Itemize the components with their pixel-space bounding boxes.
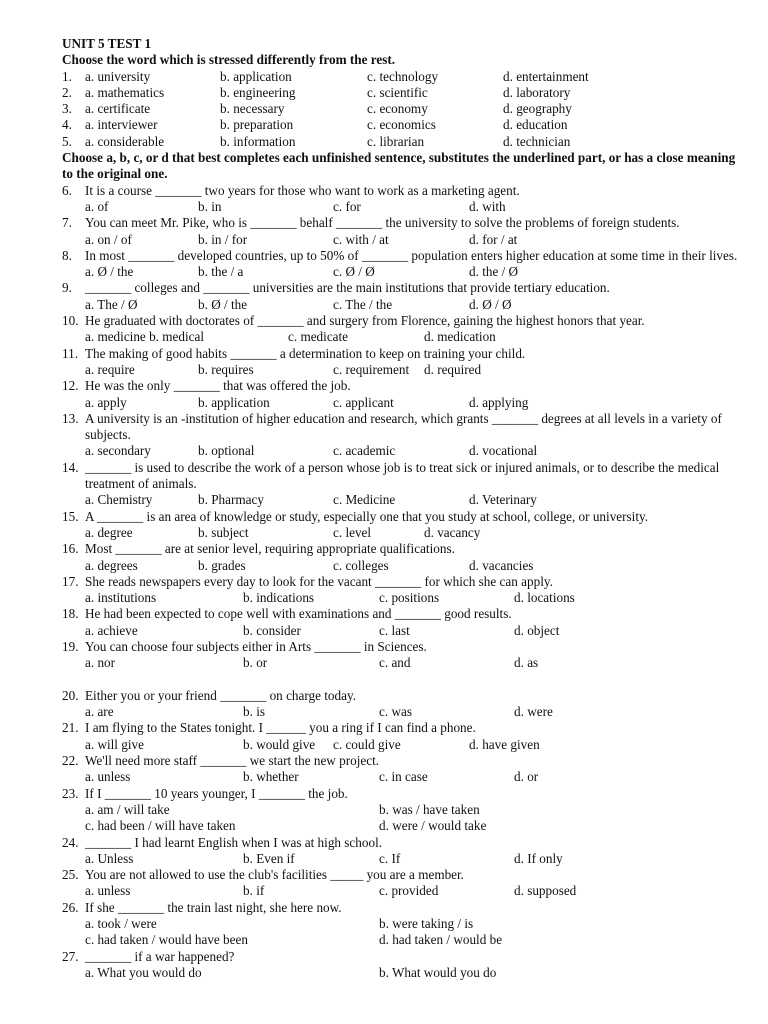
question-text: It is a course _______ two years for those who want to work as a marketing agent. (85, 182, 520, 198)
question-text: We'll need more staff _______ we start the new project. (85, 753, 380, 769)
question-text: If she _______ the train last night, she here now. (85, 899, 342, 915)
question-item (62, 183, 742, 216)
answer-option-c[interactable]: c. could give (333, 736, 401, 752)
question-text: Either you or your friend _______ on charge today. (85, 687, 357, 703)
question-number: 18. (62, 606, 79, 622)
question-number: 10. (62, 313, 79, 329)
question-line (62, 867, 742, 883)
answer-option-b[interactable]: b. necessary (220, 101, 285, 117)
question-number: 23. (62, 785, 79, 801)
question-item (62, 460, 742, 509)
question-number: 15. (62, 508, 79, 524)
answer-option-c[interactable]: c. and (379, 655, 411, 671)
answer-option-c[interactable]: c. level (333, 524, 372, 540)
question-item (62, 949, 742, 982)
options-row (62, 395, 742, 411)
question-line (62, 411, 742, 444)
answer-option-b[interactable]: b. What would you do (379, 964, 497, 980)
question-item (62, 688, 742, 721)
question-line (62, 753, 742, 769)
options-row (62, 818, 742, 834)
answer-option-a[interactable]: a. degrees (85, 557, 138, 573)
answer-option-a[interactable]: a. considerable (85, 133, 165, 149)
question-item (62, 639, 742, 672)
options-row (62, 443, 742, 459)
question-item (62, 346, 742, 379)
question-item (62, 411, 742, 460)
answer-option-a[interactable]: a. achieve (85, 622, 138, 638)
question-text: The making of good habits _______ a determination to keep on training your child. (85, 345, 526, 361)
question-line (62, 688, 742, 704)
answer-option-d[interactable]: d. had taken / would be (379, 932, 503, 948)
question-line (62, 835, 742, 851)
answer-option-d[interactable]: d. or (514, 769, 539, 785)
question-number: 3. (62, 101, 72, 117)
question-line (62, 900, 742, 916)
question-line (62, 639, 742, 655)
answer-option-a[interactable]: a. secondary (85, 443, 151, 459)
answer-option-b[interactable]: b. requires (198, 361, 254, 377)
question-item (62, 574, 742, 607)
question-number: 6. (62, 182, 72, 198)
answer-option-d[interactable]: d. medication (424, 329, 496, 345)
answer-option-b[interactable]: b. whether (243, 769, 299, 785)
answer-option-d[interactable]: d. Ø / Ø (469, 296, 512, 312)
worksheet-content (62, 36, 742, 981)
question-number: 1. (62, 68, 72, 84)
page-title: UNIT 5 TEST 1 (62, 36, 152, 51)
question-line (62, 215, 742, 231)
answer-option-b[interactable]: b. indications (243, 590, 315, 606)
answer-option-c[interactable]: c. technology (367, 68, 439, 84)
answer-option-d[interactable]: d. were (514, 704, 553, 720)
answer-option-b[interactable]: b. consider (243, 622, 301, 638)
answer-option-c[interactable]: c. colleges (333, 557, 389, 573)
section1-list (62, 69, 742, 150)
answer-option-c[interactable]: c. economy (367, 101, 428, 117)
answer-option-c[interactable]: c. Ø / Ø (333, 264, 375, 280)
answer-option-d[interactable]: d. were / would take (379, 818, 487, 834)
question-number: 14. (62, 459, 79, 475)
answer-option-a[interactable]: a. The / Ø (85, 296, 138, 312)
question-number: 5. (62, 133, 72, 149)
answer-option-b[interactable]: b. application (220, 68, 292, 84)
question-item (62, 541, 742, 574)
answer-option-a[interactable]: a. will give (85, 736, 144, 752)
options-row (62, 916, 742, 932)
answer-option-a[interactable]: a. took / were (85, 916, 157, 932)
question-line (62, 949, 742, 965)
answer-option-d[interactable]: d. education (503, 117, 568, 133)
options-row (62, 362, 742, 378)
answer-option-b[interactable]: b. engineering (220, 84, 296, 100)
answer-option-c[interactable]: c. provided (379, 883, 439, 899)
question-item (62, 606, 742, 639)
question-line (62, 720, 742, 736)
answer-option-c[interactable]: c. was (379, 704, 412, 720)
answer-option-b[interactable]: b. application (198, 394, 270, 410)
options-row (62, 264, 742, 280)
question-text: _______ is used to describe the work of a person whose job is to treat sick or injured animals, or to describe the medical treatment of animals. (85, 459, 720, 492)
answer-option-d[interactable]: d. If only (514, 850, 563, 866)
question-line (62, 541, 742, 557)
options-row (62, 232, 742, 248)
question-line (62, 509, 742, 525)
options-row (62, 704, 742, 720)
question-number: 16. (62, 541, 79, 557)
answer-option-a[interactable]: a. certificate (85, 101, 151, 117)
question-number: 8. (62, 247, 72, 263)
answer-option-d[interactable]: d. have given (469, 736, 540, 752)
section2-list (62, 183, 742, 982)
stress-row (62, 134, 742, 150)
answer-option-a[interactable]: a. interviewer (85, 117, 158, 133)
answer-option-c[interactable]: c. positions (379, 590, 440, 606)
question-number: 27. (62, 948, 79, 964)
options-row (62, 525, 742, 541)
answer-option-d[interactable]: d. with (469, 198, 506, 214)
options-row (62, 851, 742, 867)
answer-option-b[interactable]: b. was / have taken (379, 801, 480, 817)
answer-option-c[interactable]: c. academic (333, 443, 396, 459)
answer-option-a[interactable]: a. degree (85, 524, 133, 540)
question-number: 9. (62, 280, 72, 296)
answer-option-b[interactable]: b. Pharmacy (198, 492, 264, 508)
question-number: 21. (62, 720, 79, 736)
answer-option-d[interactable]: d. required (424, 361, 482, 377)
question-number: 25. (62, 867, 79, 883)
answer-option-b[interactable]: b. if (243, 883, 265, 899)
question-text: I am flying to the States tonight. I ______ you a ring if I can find a phone. (85, 720, 476, 736)
answer-option-d[interactable]: d. laboratory (503, 84, 571, 100)
answer-option-a[interactable]: a. on / of (85, 231, 132, 247)
answer-option-b[interactable]: b. the / a (198, 264, 244, 280)
answer-option-b[interactable]: b. optional (198, 443, 255, 459)
answer-option-c[interactable]: c. for (333, 198, 361, 214)
answer-option-a[interactable]: a. am / will take (85, 801, 170, 817)
question-text: He had been expected to cope well with examinations and _______ good results. (85, 606, 512, 622)
question-number: 12. (62, 378, 79, 394)
question-text: He was the only _______ that was offered the job. (85, 378, 351, 394)
answer-option-c[interactable]: c. in case (379, 769, 428, 785)
question-line (62, 248, 742, 264)
options-row (62, 590, 742, 606)
question-number: 13. (62, 410, 79, 426)
question-item (62, 215, 742, 248)
question-number: 22. (62, 753, 79, 769)
answer-option-c[interactable]: c. librarian (367, 133, 425, 149)
options-row (62, 492, 742, 508)
answer-option-c[interactable]: c. economics (367, 117, 436, 133)
answer-option-a[interactable]: a. unless (85, 769, 131, 785)
question-number: 26. (62, 899, 79, 915)
options-row (62, 883, 742, 899)
answer-option-d[interactable]: d. the / Ø (469, 264, 519, 280)
question-text: You are not allowed to use the club's facilities _____ you are a member. (85, 867, 464, 883)
answer-option-b[interactable]: b. would give (243, 736, 316, 752)
options-row (62, 297, 742, 313)
question-number: 11. (62, 345, 78, 361)
question-number: 24. (62, 834, 79, 850)
answer-option-c[interactable]: c. Medicine (333, 492, 396, 508)
answer-option-d[interactable]: d. vocational (469, 443, 538, 459)
answer-option-c[interactable]: c. medicate (288, 329, 349, 345)
question-text: In most _______ developed countries, up to 50% of _______ population enters higher education at some time in their lives. (85, 247, 738, 263)
question-line (62, 313, 742, 329)
answer-option-d[interactable]: d. geography (503, 101, 572, 117)
options-row (62, 558, 742, 574)
question-number: 17. (62, 573, 79, 589)
section1-instruction: Choose the word which is stressed differently from the rest. (62, 52, 396, 68)
question-text: A _______ is an area of knowledge or study, especially one that you study at school, college, or university. (85, 508, 649, 524)
options-row (62, 623, 742, 639)
answer-option-a[interactable]: a. Unless (85, 850, 134, 866)
answer-option-a[interactable]: a. medicine b. medical (85, 329, 205, 345)
answer-option-d[interactable]: d. technician (503, 133, 571, 149)
answer-option-d[interactable]: d. as (514, 655, 539, 671)
question-item (62, 835, 742, 868)
question-text: _______ I had learnt English when I was at high school. (85, 834, 383, 850)
answer-option-d[interactable]: d. for / at (469, 231, 518, 247)
question-text: He graduated with doctorates of _______ and surgery from Florence, gaining the highest honors that year. (85, 313, 645, 329)
question-line (62, 183, 742, 199)
answer-option-d[interactable]: d. applying (469, 394, 529, 410)
question-text: _______ if a war happened? (85, 948, 235, 964)
question-line (62, 574, 742, 590)
question-number: 19. (62, 638, 79, 654)
options-row (62, 802, 742, 818)
question-item (62, 900, 742, 949)
answer-option-c[interactable]: c. If (379, 850, 401, 866)
answer-option-b[interactable]: b. information (220, 133, 296, 149)
stress-row (62, 69, 742, 85)
answer-option-a[interactable]: a. require (85, 361, 135, 377)
answer-option-b[interactable]: b. preparation (220, 117, 294, 133)
question-text: Most _______ are at senior level, requiring appropriate qualifications. (85, 541, 455, 557)
answer-option-a[interactable]: a. What you would do (85, 964, 202, 980)
answer-option-d[interactable]: d. Veterinary (469, 492, 537, 508)
answer-option-b[interactable]: b. were taking / is (379, 916, 474, 932)
question-item (62, 313, 742, 346)
options-row (62, 932, 742, 948)
options-row (62, 769, 742, 785)
answer-option-d[interactable]: d. object (514, 622, 560, 638)
answer-option-c[interactable]: c. scientific (367, 84, 428, 100)
question-line (62, 460, 742, 493)
answer-option-d[interactable]: d. locations (514, 590, 575, 606)
answer-option-a[interactable]: a. are (85, 704, 114, 720)
answer-option-b[interactable]: b. Ø / the (198, 296, 248, 312)
question-text: She reads newspapers every day to look for the vacant _______ for which she can apply. (85, 573, 553, 589)
options-row (62, 655, 742, 671)
question-item (62, 867, 742, 900)
answer-option-b[interactable]: b. is (243, 704, 265, 720)
answer-option-d[interactable]: d. vacancy (424, 524, 481, 540)
stress-row (62, 101, 742, 117)
question-item (62, 720, 742, 753)
question-number: 20. (62, 687, 79, 703)
question-text: You can meet Mr. Pike, who is _______ behalf _______ the university to solve the problems of foreign students. (85, 215, 680, 231)
question-number: 7. (62, 215, 72, 231)
options-row (62, 965, 742, 981)
question-item (62, 248, 742, 281)
options-row (62, 737, 742, 753)
answer-option-a[interactable]: a. university (85, 68, 151, 84)
stress-row (62, 117, 742, 133)
answer-option-d[interactable]: d. entertainment (503, 68, 589, 84)
answer-option-c[interactable]: c. last (379, 622, 410, 638)
answer-option-c[interactable]: c. with / at (333, 231, 389, 247)
question-item (62, 280, 742, 313)
answer-option-b[interactable]: b. or (243, 655, 268, 671)
question-line (62, 378, 742, 394)
answer-option-a[interactable]: a. apply (85, 394, 127, 410)
answer-option-b[interactable]: b. subject (198, 524, 249, 540)
question-text: You can choose four subjects either in Arts _______ in Sciences. (85, 638, 427, 654)
question-item (62, 378, 742, 411)
question-item (62, 753, 742, 786)
question-text: _______ colleges and _______ universities are the main institutions that provide tertiary education. (85, 280, 610, 296)
answer-option-c[interactable]: c. had been / will have taken (85, 818, 236, 834)
answer-option-a[interactable]: a. institutions (85, 590, 157, 606)
question-text: A university is an -institution of higher education and research, which grants _______ degrees at all levels in a variety of subjects. (85, 410, 722, 443)
question-line (62, 786, 742, 802)
answer-option-c[interactable]: c. requirement (333, 361, 410, 377)
answer-option-d[interactable]: d. vacancies (469, 557, 534, 573)
answer-option-b[interactable]: b. in / for (198, 231, 248, 247)
answer-option-a[interactable]: a. unless (85, 883, 131, 899)
answer-option-c[interactable]: c. applicant (333, 394, 394, 410)
question-line (62, 280, 742, 296)
question-number: 2. (62, 84, 72, 100)
answer-option-c[interactable]: c. had taken / would have been (85, 932, 248, 948)
answer-option-a[interactable]: a. of (85, 198, 109, 214)
stress-row (62, 85, 742, 101)
answer-option-a[interactable]: a. Chemistry (85, 492, 153, 508)
answer-option-c[interactable]: c. The / the (333, 296, 393, 312)
section2-instruction: Choose a, b, c, or d that best completes each unfinished sentence, substitutes the underlined part, or has a close meaning to the original one. (62, 150, 736, 182)
options-row (62, 199, 742, 215)
answer-option-b[interactable]: b. in (198, 198, 222, 214)
question-item (62, 509, 742, 542)
answer-option-a[interactable]: a. Ø / the (85, 264, 134, 280)
question-line (62, 606, 742, 622)
question-number: 4. (62, 117, 72, 133)
question-item (62, 786, 742, 835)
options-row (62, 329, 742, 345)
question-line (62, 346, 742, 362)
answer-option-d[interactable]: d. supposed (514, 883, 577, 899)
answer-option-a[interactable]: a. mathematics (85, 84, 165, 100)
answer-option-a[interactable]: a. nor (85, 655, 116, 671)
answer-option-b[interactable]: b. grades (198, 557, 246, 573)
blank-line (62, 672, 742, 688)
question-text: If I _______ 10 years younger, I _______ the job. (85, 785, 348, 801)
answer-option-b[interactable]: b. Even if (243, 850, 295, 866)
